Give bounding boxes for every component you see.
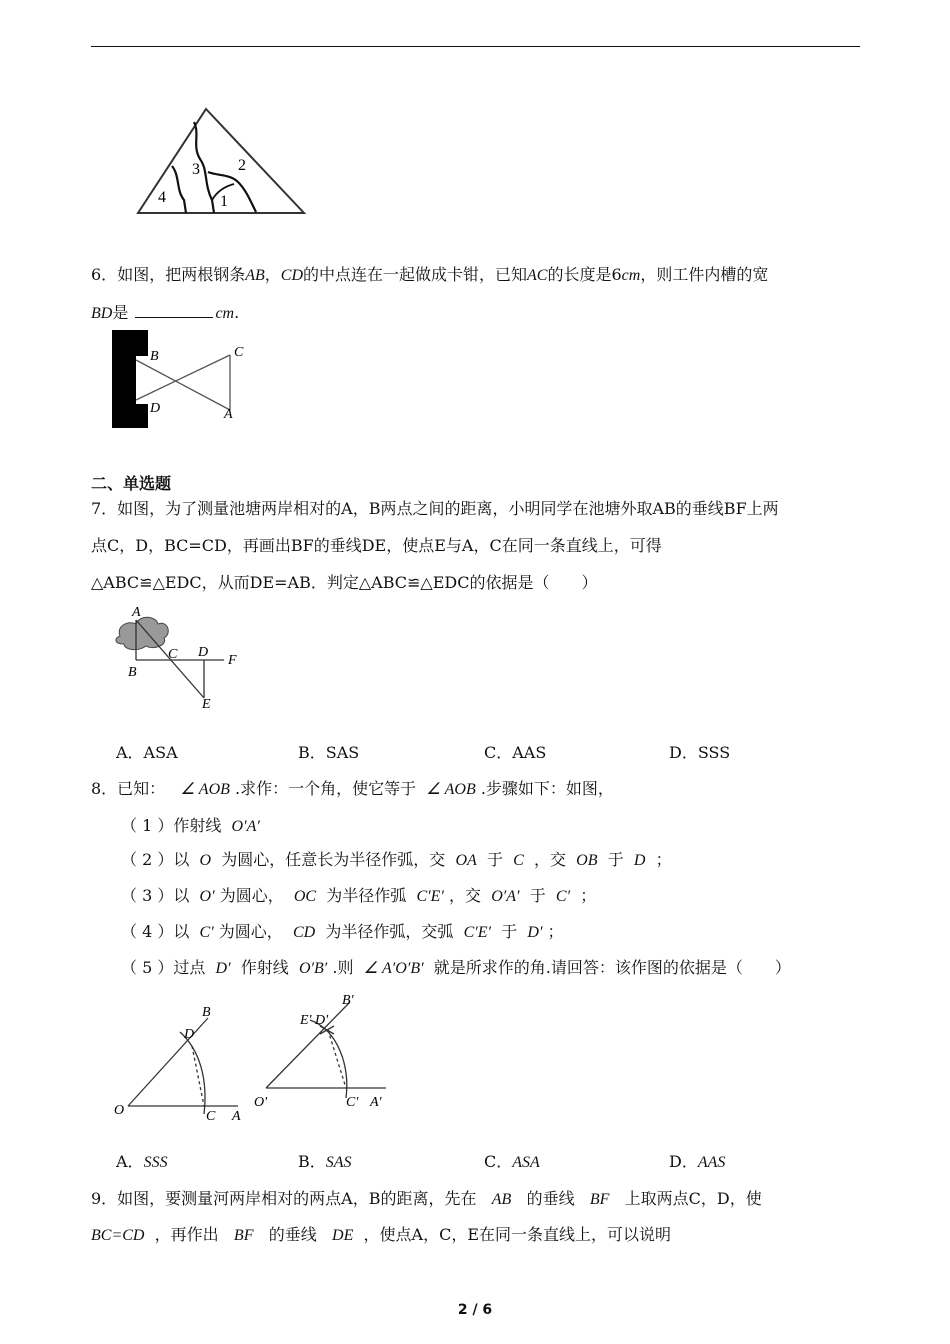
label-a: A	[224, 407, 233, 422]
figure-angle-constructed	[250, 990, 395, 1120]
q6-line1: 6．如图，把两根钢条AB，CD的中点连在一起做成卡钳，已知AC的长度是6cm，则工件内槽的宽	[91, 265, 769, 284]
fig1-label-c: C	[206, 1109, 216, 1124]
q8-option-d[interactable]: D．AAS	[669, 1152, 726, 1171]
pond-label-f: F	[228, 653, 237, 668]
pond-label-b: B	[128, 665, 137, 680]
header-rule	[91, 46, 860, 47]
q8-line1: 8．已知： ∠ AOB .求作：一个角，使它等于 ∠ AOB .步骤如下：如图，	[91, 779, 614, 798]
q6-line2: BD是 cm.	[91, 303, 240, 322]
label-d: D	[150, 401, 161, 416]
piece-2-label: 2	[238, 157, 246, 174]
pond-label-e: E	[202, 697, 211, 712]
answer-blank[interactable]	[135, 303, 213, 318]
q8-step2: （ 2 ）以 O 为圆心，任意长为半径作弧，交 OA 于 C ，交 OB 于 D ；	[121, 850, 672, 869]
fig2-label-b: B'	[342, 993, 354, 1008]
figure-angle-original	[108, 1002, 248, 1126]
q8-step1: （ 1 ）作射线 O′A′	[121, 816, 260, 835]
q8-step5: （ 5 ）过点 D′ 作射线 O′B′ .则 ∠ A′O′B′ 就是所求作的角.请回答：该作图的依据是（ ）	[121, 958, 791, 977]
fig1-label-a: A	[232, 1109, 241, 1124]
q8-option-c[interactable]: C．ASA	[484, 1152, 540, 1171]
q8-option-a[interactable]: A．SSS	[116, 1152, 168, 1171]
figure-pond	[112, 604, 252, 712]
piece-4-label: 4	[158, 189, 166, 206]
fig2-label-c: C'	[346, 1095, 359, 1110]
q7-line1: 7．如图，为了测量池塘两岸相对的A，B两点之间的距离，小明同学在池塘外取AB的垂线BF上两	[91, 499, 779, 518]
q7-option-a[interactable]: A．ASA	[116, 743, 178, 762]
pond-label-d: D	[198, 645, 209, 660]
fig1-label-o: O	[114, 1103, 125, 1118]
q7-option-b[interactable]: B．SAS	[298, 743, 360, 762]
q9-line2: BC=CD ，再作出 BF 的垂线 DE ，使点A，C，E在同一条直线上，可以说明	[91, 1225, 671, 1244]
q7-line3: △ABC≌△EDC，从而DE=AB．判定△ABC≌△EDC的依据是（ ）	[91, 573, 598, 592]
q8-step3: （ 3 ）以 O′ 为圆心， OC 为半径作弧 C′E′ ，交 O′A′ 于 C′ ；	[121, 886, 597, 905]
q7-option-c[interactable]: C．AAS	[484, 743, 547, 762]
figure-caliper	[110, 328, 255, 430]
fig2-label-ed: E' D'	[300, 1013, 329, 1028]
pond-label-a: A	[132, 605, 141, 620]
fig2-label-a: A'	[370, 1095, 382, 1110]
q8-step4: （ 4 ）以 C′ 为圆心， CD 为半径作弧，交弧 C′E′ 于 D′ ；	[121, 922, 564, 941]
pond-label-c: C	[168, 647, 178, 662]
piece-1-label: 1	[220, 193, 228, 210]
q8-option-b[interactable]: B．SAS	[298, 1152, 352, 1171]
fig1-label-d: D	[184, 1027, 195, 1042]
label-c: C	[234, 345, 244, 360]
figure-triangle-pieces	[134, 104, 309, 219]
fig2-label-o: O'	[254, 1095, 268, 1110]
label-b: B	[150, 349, 159, 364]
piece-3-label: 3	[192, 161, 200, 178]
fig1-label-b: B	[202, 1005, 211, 1020]
page-number: 2 / 6	[457, 1302, 493, 1318]
q7-option-d[interactable]: D．SSS	[669, 743, 731, 762]
section-title: 二、单选题	[91, 474, 172, 493]
q7-line2: 点C，D，BC=CD，再画出BF的垂线DE，使点E与A，C在同一条直线上，可得	[91, 536, 662, 555]
q9-line1: 9．如图，要测量河两岸相对的两点A，B的距离，先在 AB 的垂线 BF 上取两点C，D，使	[91, 1189, 762, 1208]
